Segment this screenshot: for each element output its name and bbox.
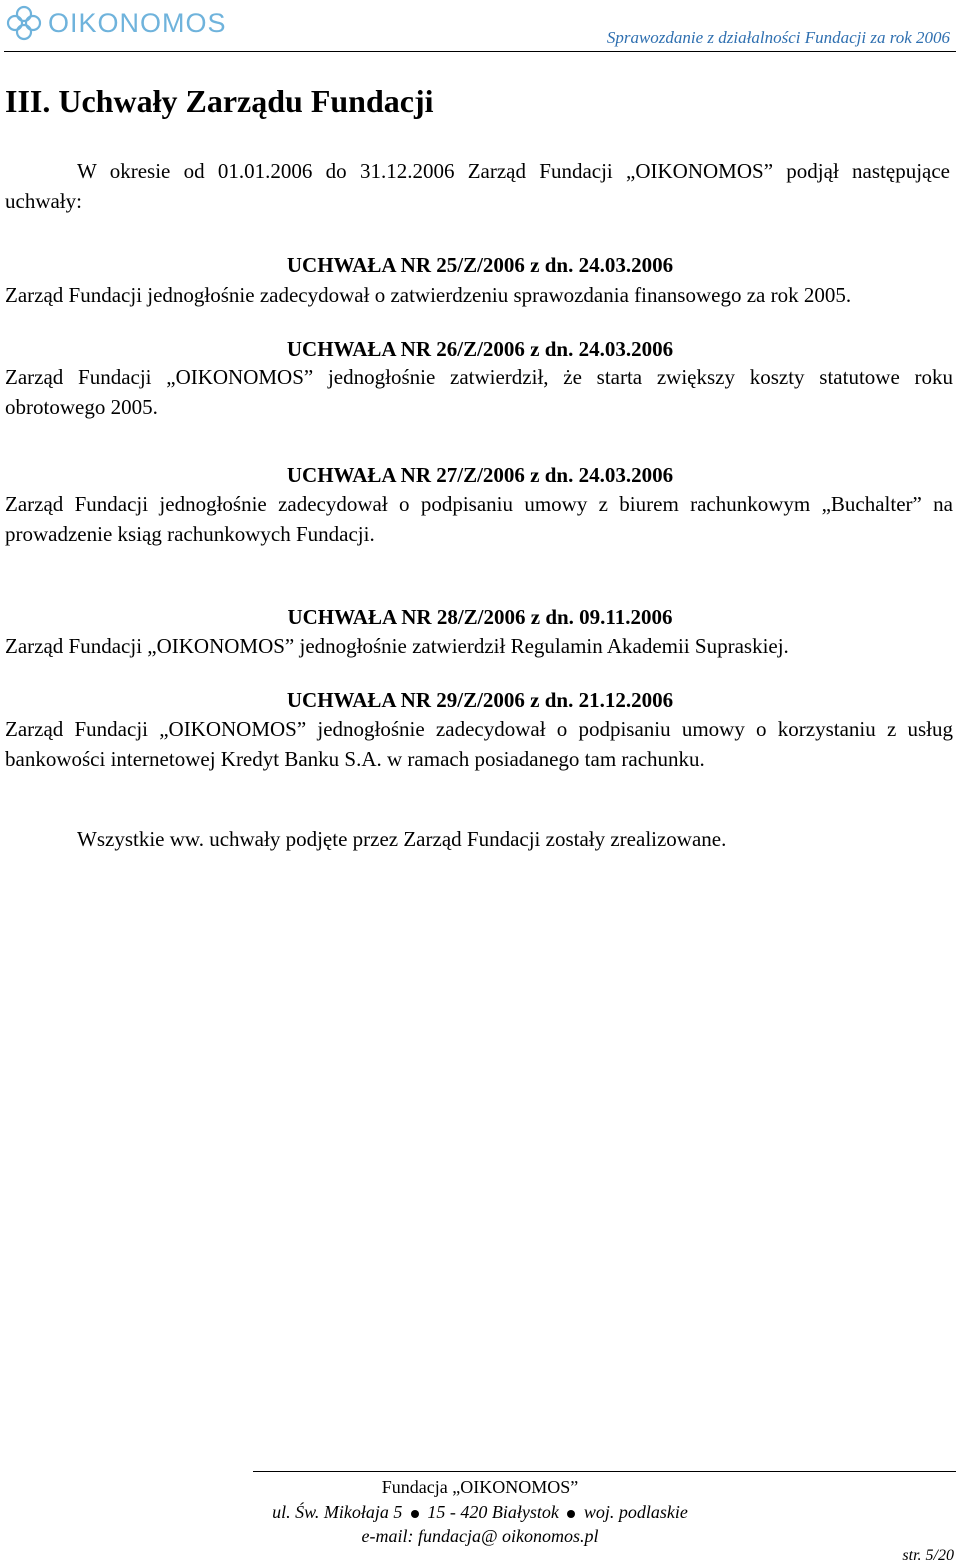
resolution-text-27: Zarząd Fundacji jednogłośnie zadecydował o podpisaniu umowy z biurem rachunkowym „Buchalter” na prowadzenie ksiąg rachunkowych Fundacji. [5,492,953,546]
closing-statement: Wszystkie ww. uchwały podjęte przez Zarząd Fundacji zostały zrealizowane. [77,827,727,851]
resolution-heading-26: UCHWAŁA NR 26/Z/2006 z dn. 24.03.2006 [286,337,674,361]
oikonomos-logo [6,4,227,42]
intro-paragraph: W okresie od 01.01.2006 do 31.12.2006 Zarząd Fundacji „OIKONOMOS” podjął następujące uchwały: [5,159,950,213]
page-number: str. 5/20 [902,1547,954,1564]
footer-city: 15 - 420 Białystok [427,1502,559,1522]
report-title: Sprawozdanie z działalności Fundacji za rok 2006 [606,28,950,47]
resolution-text-28: Zarząd Fundacji „OIKONOMOS” jednogłośnie zatwierdził Regulamin Akademii Supraskiej. [5,634,789,658]
resolution-heading-29: UCHWAŁA NR 29/Z/2006 z dn. 21.12.2006 [286,688,674,712]
resolution-heading-28: UCHWAŁA NR 28/Z/2006 z dn. 09.11.2006 [287,605,673,629]
resolution-text-26: Zarząd Fundacji „OIKONOMOS” jednogłośnie zatwierdził, że starta zwiększy koszty statutowe roku obrotowego 2005. [5,365,953,419]
footer-address [0,1499,960,1525]
footer-divider [253,1471,956,1472]
section-title: III. Uchwały Zarządu Fundacji [5,83,434,119]
page-header [0,0,960,50]
bullet-icon [567,1510,575,1518]
resolution-heading-25: UCHWAŁA NR 25/Z/2006 z dn. 24.03.2006 [286,253,674,277]
flower-logo-icon [6,5,42,41]
bullet-icon [411,1510,419,1518]
footer-email: e-mail: fundacja@ oikonomos.pl [361,1526,599,1546]
resolution-text-29: Zarząd Fundacji „OIKONOMOS” jednogłośnie zadecydował o podpisaniu umowy o korzystaniu z usług bankowości internetowej Kredyt Banku S.A. w ramach posiadanego tam rachunku. [5,717,953,771]
footer-street: ul. Św. Mikołaja 5 [272,1502,403,1522]
footer-organization: Fundacja „OIKONOMOS” [381,1477,579,1497]
footer-region: woj. podlaskie [583,1502,688,1522]
header-divider [4,51,956,52]
resolution-heading-27: UCHWAŁA NR 27/Z/2006 z dn. 24.03.2006 [286,463,674,487]
logo-text: OIKONOMOS [48,7,227,38]
resolution-text-25: Zarząd Fundacji jednogłośnie zadecydował o zatwierdzeniu sprawozdania finansowego za rok 2005. [5,283,852,307]
